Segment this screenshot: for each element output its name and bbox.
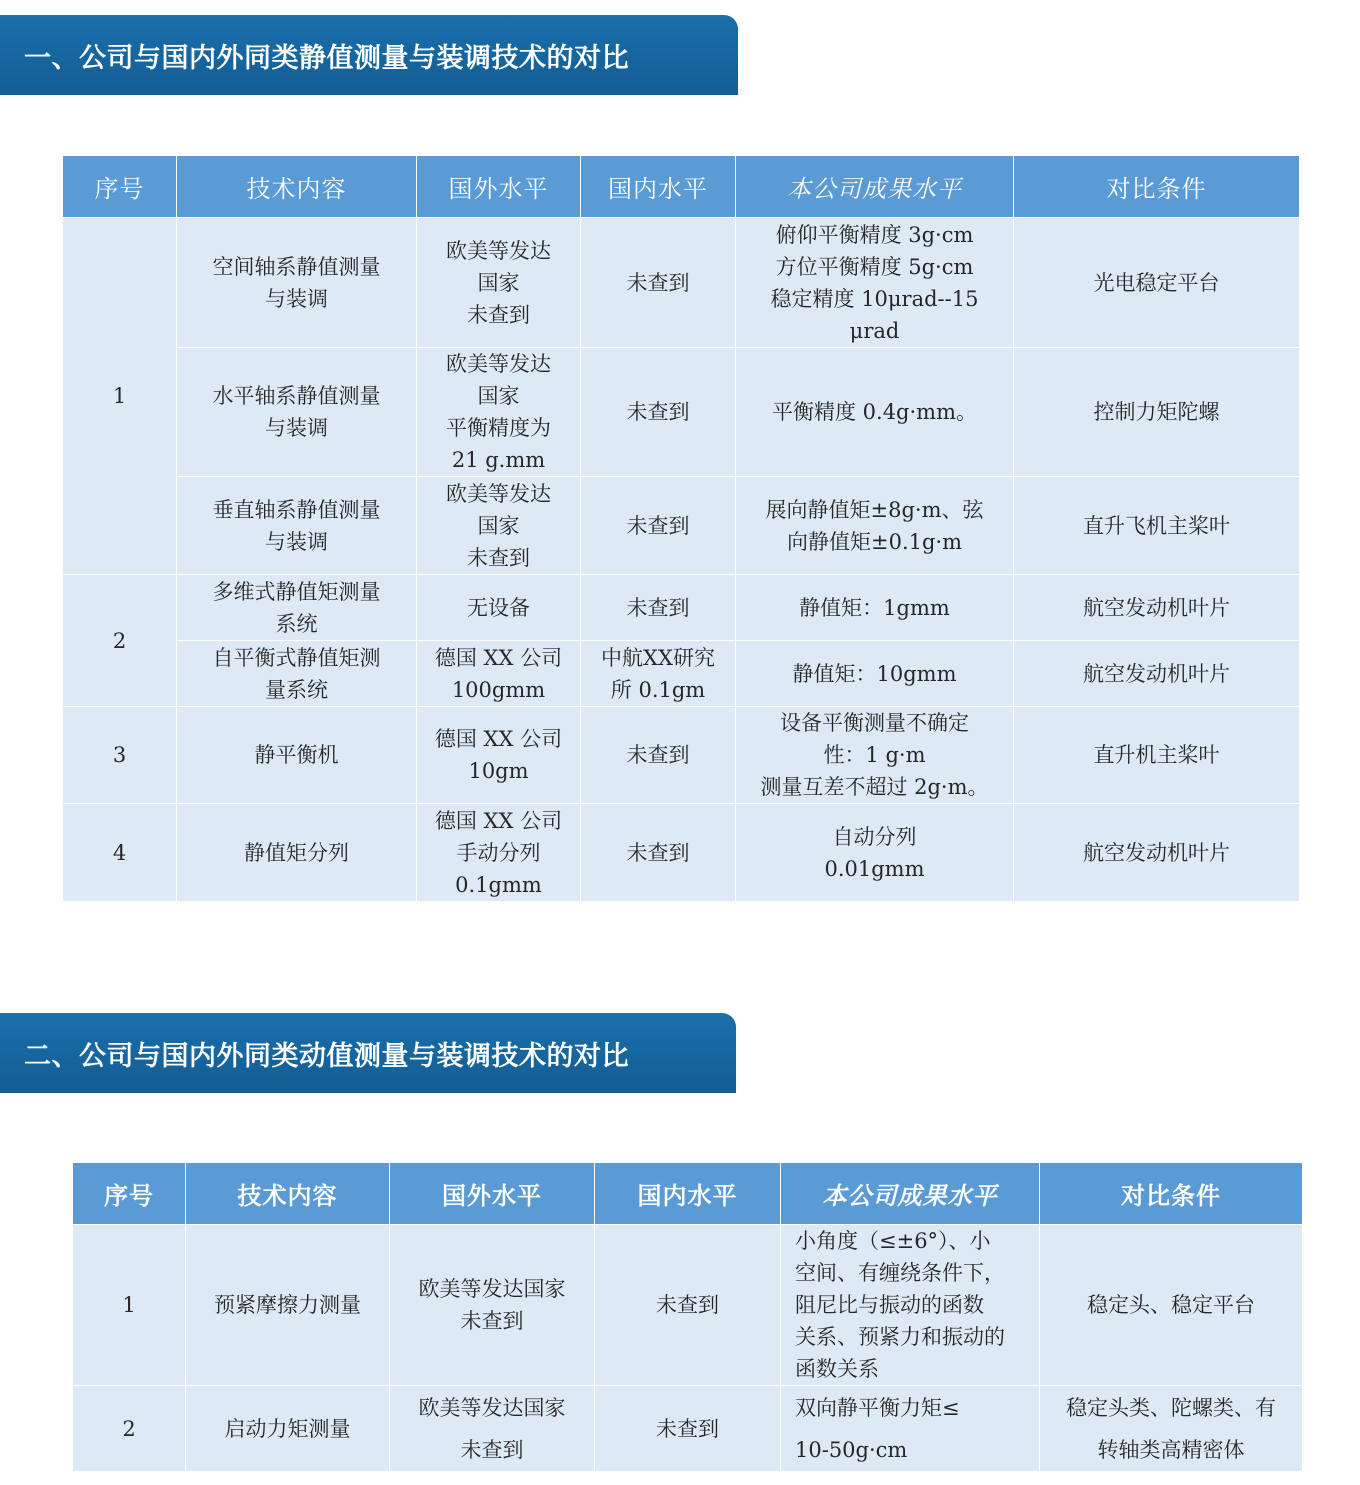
header-foreign: 国外水平 xyxy=(417,156,581,218)
header-domestic: 国内水平 xyxy=(581,156,736,218)
row-company: 俯仰平衡精度 3g·cm 方位平衡精度 5g·cm 稳定精度 10μrad--15 μrad xyxy=(736,218,1014,348)
table-row xyxy=(63,641,1300,707)
row-company: 小角度（≤±6°）、小 空间、有缠绕条件下， 阻尼比与振动的函数 关系、预紧力和振动的 函数关系 xyxy=(781,1225,1040,1386)
row-condition: 直升飞机主桨叶 xyxy=(1014,477,1300,575)
row-condition: 航空发动机叶片 xyxy=(1014,575,1300,641)
row-content: 垂直轴系静值测量 与装调 xyxy=(177,477,417,575)
row-content: 预紧摩擦力测量 xyxy=(186,1225,390,1386)
row-no: 1 xyxy=(63,218,177,575)
row-condition: 稳定头类、陀螺类、有 转轴类高精密体 xyxy=(1040,1386,1303,1472)
row-no: 2 xyxy=(73,1386,186,1472)
header-content: 技术内容 xyxy=(186,1163,390,1225)
row-domestic: 未查到 xyxy=(581,218,736,348)
row-company: 平衡精度 0.4g·mm。 xyxy=(736,348,1014,477)
row-foreign: 德国 XX 公司 10gm xyxy=(417,707,581,804)
header-content: 技术内容 xyxy=(177,156,417,218)
row-no: 3 xyxy=(63,707,177,804)
section-1-title: 一、公司与国内外同类静值测量与装调技术的对比 xyxy=(0,15,738,95)
row-domestic: 未查到 xyxy=(581,804,736,902)
row-domestic: 中航XX研究 所 0.1gm xyxy=(581,641,736,707)
table-row xyxy=(73,1386,1303,1472)
row-condition: 稳定头、稳定平台 xyxy=(1040,1225,1303,1386)
row-condition: 航空发动机叶片 xyxy=(1014,641,1300,707)
row-content: 自平衡式静值矩测 量系统 xyxy=(177,641,417,707)
row-domestic: 未查到 xyxy=(581,477,736,575)
row-foreign: 欧美等发达国家 未查到 xyxy=(390,1225,595,1386)
row-company: 静值矩：10gmm xyxy=(736,641,1014,707)
row-company: 静值矩：1gmm xyxy=(736,575,1014,641)
row-content: 空间轴系静值测量 与装调 xyxy=(177,218,417,348)
row-condition: 光电稳定平台 xyxy=(1014,218,1300,348)
header-company: 本公司成果水平 xyxy=(736,156,1014,218)
row-domestic: 未查到 xyxy=(581,348,736,477)
table-row xyxy=(73,1225,1303,1386)
row-foreign: 德国 XX 公司 100gmm xyxy=(417,641,581,707)
row-foreign: 欧美等发达 国家 平衡精度为 21 g.mm xyxy=(417,348,581,477)
row-foreign: 欧美等发达 国家 未查到 xyxy=(417,477,581,575)
row-content: 水平轴系静值测量 与装调 xyxy=(177,348,417,477)
row-content: 启动力矩测量 xyxy=(186,1386,390,1472)
row-condition: 航空发动机叶片 xyxy=(1014,804,1300,902)
row-company: 展向静值矩±8g·m、弦 向静值矩±0.1g·m xyxy=(736,477,1014,575)
row-foreign: 欧美等发达 国家 未查到 xyxy=(417,218,581,348)
header-condition: 对比条件 xyxy=(1040,1163,1303,1225)
header-no: 序号 xyxy=(63,156,177,218)
header-foreign: 国外水平 xyxy=(390,1163,595,1225)
row-no: 2 xyxy=(63,575,177,707)
table-row xyxy=(63,804,1300,902)
row-domestic: 未查到 xyxy=(581,575,736,641)
table-header-row xyxy=(63,156,1300,218)
row-company: 设备平衡测量不确定 性：1 g·m 测量互差不超过 2g·m。 xyxy=(736,707,1014,804)
row-content: 静平衡机 xyxy=(177,707,417,804)
section-2-title: 二、公司与国内外同类动值测量与装调技术的对比 xyxy=(0,1013,736,1093)
header-condition: 对比条件 xyxy=(1014,156,1300,218)
static-comparison-table xyxy=(62,155,1300,902)
row-no: 1 xyxy=(73,1225,186,1386)
row-foreign: 德国 XX 公司 手动分列 0.1gmm xyxy=(417,804,581,902)
row-domestic: 未查到 xyxy=(595,1386,781,1472)
row-content: 多维式静值矩测量 系统 xyxy=(177,575,417,641)
row-condition: 控制力矩陀螺 xyxy=(1014,348,1300,477)
row-company: 自动分列 0.01gmm xyxy=(736,804,1014,902)
row-foreign: 欧美等发达国家 未查到 xyxy=(390,1386,595,1472)
row-company: 双向静平衡力矩≤ 10-50g·cm xyxy=(781,1386,1040,1472)
table-row xyxy=(63,575,1300,641)
table-row xyxy=(63,707,1300,804)
table-header-row xyxy=(73,1163,1303,1225)
dynamic-comparison-table xyxy=(72,1162,1303,1472)
row-content: 静值矩分列 xyxy=(177,804,417,902)
header-domestic: 国内水平 xyxy=(595,1163,781,1225)
header-no: 序号 xyxy=(73,1163,186,1225)
row-no: 4 xyxy=(63,804,177,902)
row-domestic: 未查到 xyxy=(595,1225,781,1386)
row-domestic: 未查到 xyxy=(581,707,736,804)
row-condition: 直升机主桨叶 xyxy=(1014,707,1300,804)
table-row xyxy=(63,348,1300,477)
table-row xyxy=(63,218,1300,348)
row-foreign: 无设备 xyxy=(417,575,581,641)
header-company: 本公司成果水平 xyxy=(781,1163,1040,1225)
table-row xyxy=(63,477,1300,575)
